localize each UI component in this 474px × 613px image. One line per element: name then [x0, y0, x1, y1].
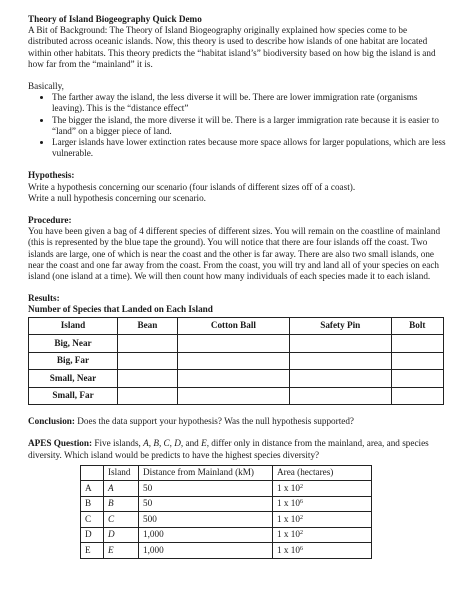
cell-input[interactable]: [118, 352, 178, 370]
islands-table: [80, 465, 372, 559]
distance-value: 1,000: [139, 527, 273, 543]
cell-input[interactable]: [177, 370, 289, 388]
row-label-big-near: Big, Near: [29, 335, 118, 353]
row-letter: E: [81, 543, 104, 559]
area-value: [273, 496, 372, 512]
results-table: [28, 317, 444, 406]
island-name: A: [104, 481, 139, 497]
apes-islands: A, B, C, D,: [143, 438, 184, 449]
table-row: [81, 543, 372, 559]
results-header-row: [29, 317, 444, 335]
conclusion-heading: Conclusion:: [28, 416, 75, 427]
hypothesis-heading: Hypothesis:: [28, 170, 75, 181]
cell-input[interactable]: [289, 352, 391, 370]
area-exponent: 2: [299, 514, 303, 521]
area-exponent: 2: [299, 530, 303, 537]
row-label-small-far: Small, Far: [29, 387, 118, 405]
background-text: The Theory of Island Biogeography originally explained how species come to be distributed across oceanic islands. Now, this theory is used to describe how islands of one habitat are located within other habitats. This theory predicts the “habitat island’s” biodiversity based on how big the island is and how far from the “mainland” it is.: [28, 25, 436, 69]
col-cotton-ball: Cotton Ball: [177, 317, 289, 335]
cell-input[interactable]: [289, 370, 391, 388]
basically-intro: Basically,: [28, 81, 64, 92]
col-island: Island: [104, 465, 139, 481]
area-exponent: 6: [299, 499, 303, 506]
col-blank: [81, 465, 104, 481]
cell-input[interactable]: [391, 352, 443, 370]
col-island: Island: [29, 317, 118, 335]
island-name: E: [104, 543, 139, 559]
col-distance: Distance from Mainland (kM): [139, 465, 273, 481]
apes-text-and: and: [183, 438, 202, 449]
col-bolt: Bolt: [391, 317, 443, 335]
distance-value: 500: [139, 512, 273, 528]
procedure-text: You have been given a bag of 4 different species of different sizes. You will remain on the coastline of mainland (this is represented by the blue tape the ground). You will notice that there are four islands off the coast. Two islands are large, one of which is near the coast and the other is far away. There are also two small islands, one near the coast and one far away from the coast. From the coast, you will try and land all of your species on each island (one island at a time). We will then count how many individuals of each species made it to each island.: [28, 226, 441, 282]
area-base: 1 x 10: [277, 529, 300, 540]
area-base: 1 x 10: [277, 498, 300, 509]
row-letter: B: [81, 496, 104, 512]
page-title: Theory of Island Biogeography Quick Demo: [28, 14, 202, 24]
cell-input[interactable]: [289, 335, 391, 353]
table-row: [29, 352, 444, 370]
cell-input[interactable]: [391, 335, 443, 353]
table-row: [81, 496, 372, 512]
distance-value: 1,000: [139, 543, 273, 559]
conclusion-text: Does the data support your hypothesis? Was the null hypothesis supported?: [74, 416, 354, 427]
col-safety-pin: Safety Pin: [289, 317, 391, 335]
bullet-size-effect: • The bigger the island, the more diverse it will be. There is a larger immigration rate because it is easier to “land” on a bigger piece of land.: [52, 115, 446, 137]
procedure-heading: Procedure:: [28, 215, 72, 226]
cell-input[interactable]: [391, 387, 443, 405]
area-exponent: 2: [299, 483, 303, 490]
cell-input[interactable]: [177, 387, 289, 405]
table-row: [29, 370, 444, 388]
apes-text-after: , differ only in distance from the mainland, area, and species diversity. Which island would be predicts to have the highest species diversity?: [28, 438, 429, 460]
cell-input[interactable]: [289, 387, 391, 405]
background-heading: A Bit of Background:: [28, 25, 108, 36]
row-letter: A: [81, 481, 104, 497]
island-name: D: [104, 527, 139, 543]
area-exponent: 6: [299, 545, 303, 552]
hypothesis-line-1: Write a hypothesis concerning our scenario (four islands of different sizes off of a coast).: [28, 181, 356, 192]
area-base: 1 x 10: [277, 482, 300, 493]
area-value: [273, 481, 372, 497]
area-value: [273, 543, 372, 559]
table-row: [81, 527, 372, 543]
distance-value: 50: [139, 481, 273, 497]
area-value: [273, 512, 372, 528]
cell-input[interactable]: [391, 370, 443, 388]
conclusion-paragraph: [28, 416, 446, 427]
background-paragraph: [28, 25, 446, 70]
table-row: [29, 335, 444, 353]
row-letter: D: [81, 527, 104, 543]
results-heading: Results:: [28, 293, 60, 304]
apes-heading: APES Question:: [28, 438, 93, 449]
cell-input[interactable]: [118, 335, 178, 353]
bullet-extinction: • Larger islands have lower extinction rates because more space allows for larger populations, which are less vulnerable.: [52, 137, 446, 159]
bullet-distance-effect: • The farther away the island, the less diverse it will be. There are lower immigration rate (organisms leaving). This is the “distance effect”: [52, 92, 446, 114]
cell-input[interactable]: [118, 370, 178, 388]
cell-input[interactable]: [177, 352, 289, 370]
cell-input[interactable]: [177, 335, 289, 353]
table-row: [81, 481, 372, 497]
distance-value: 50: [139, 496, 273, 512]
area-base: 1 x 10: [277, 513, 300, 524]
col-bean: Bean: [118, 317, 178, 335]
cell-input[interactable]: [118, 387, 178, 405]
row-label-big-far: Big, Far: [29, 352, 118, 370]
row-letter: C: [81, 512, 104, 528]
apes-text-before: Five islands,: [92, 438, 144, 449]
col-area: Area (hectares): [273, 465, 372, 481]
results-subheading: Number of Species that Landed on Each Island: [28, 304, 213, 315]
island-name: B: [104, 496, 139, 512]
island-name: C: [104, 512, 139, 528]
area-value: [273, 527, 372, 543]
table-row: [81, 512, 372, 528]
islands-header-row: [81, 465, 372, 481]
table-row: [29, 387, 444, 405]
apes-paragraph: [28, 438, 446, 460]
area-base: 1 x 10: [277, 544, 300, 555]
row-label-small-near: Small, Near: [29, 370, 118, 388]
hypothesis-line-2: Write a null hypothesis concerning our scenario.: [28, 192, 206, 203]
apes-island-e: E: [201, 438, 207, 449]
bullet-list: [28, 92, 446, 159]
